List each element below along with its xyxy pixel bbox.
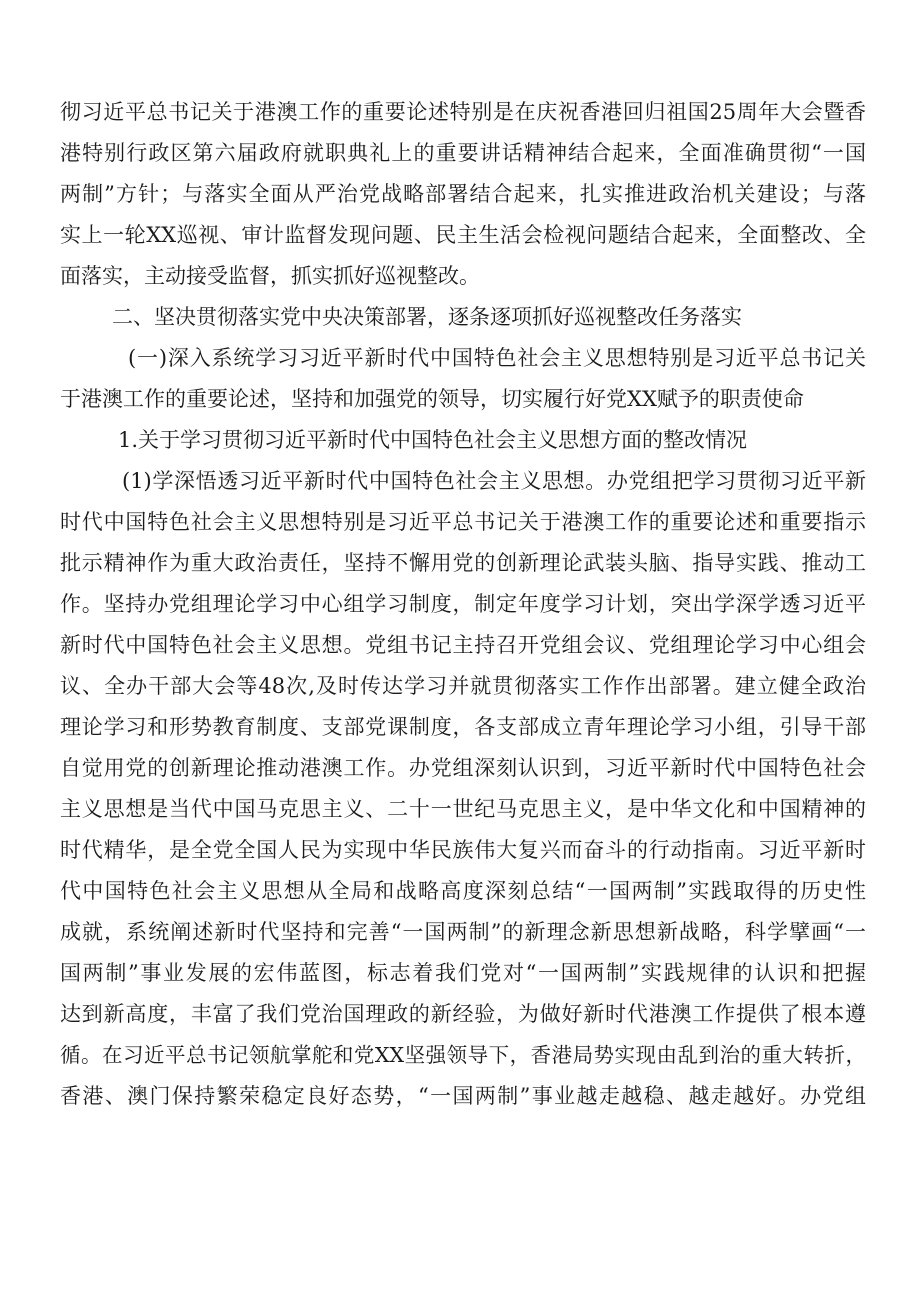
paragraph-line: 达到新高度，丰富了我们党治国理政的新经验，为做好新时代港澳工作提供了根本遵 bbox=[60, 1002, 866, 1026]
paragraph-line: 批示精神作为重大政治责任，坚持不懈用党的创新理论武装头脑、指导实践、推动工 bbox=[60, 551, 866, 575]
section-heading: 二、坚决贯彻落实党中央决策部署，逐条逐项抓好巡视整改任务落实 bbox=[112, 305, 742, 329]
paragraph-line: 新时代中国特色社会主义思想。党组书记主持召开党组会议、党组理论学习中心组会 bbox=[60, 633, 866, 657]
paragraph-line: 循。在习近平总书记领航掌舵和党XX坚强领导下，香港局势实现由乱到治的重大转折， bbox=[60, 1043, 866, 1067]
paragraph-line: 彻习近平总书记关于港澳工作的重要论述特别是在庆祝香港回归祖国25周年大会暨香 bbox=[60, 100, 866, 124]
paragraph-line: 面落实，主动接受监督，抓实抓好巡视整改。 bbox=[60, 264, 480, 288]
item-heading: 1.关于学习贯彻习近平新时代中国特色社会主义思想方面的整改情况 bbox=[118, 428, 748, 452]
paragraph-line: (1)学深悟透习近平新时代中国特色社会主义思想。办党组把学习贯彻习近平新 bbox=[122, 469, 866, 493]
paragraph-line: 议、全办干部大会等48次,及时传达学习并就贯彻落实工作作出部署。建立健全政治 bbox=[60, 674, 866, 698]
paragraph-line: 主义思想是当代中国马克思主义、二十一世纪马克思主义，是中华文化和中国精神的 bbox=[60, 797, 866, 821]
paragraph-line: 代中国特色社会主义思想从全局和战略高度深刻总结“一国两制”实践取得的历史性 bbox=[60, 879, 866, 903]
paragraph-line: 香港、澳门保持繁荣稳定良好态势，“一国两制”事业越走越稳、越走越好。办党组 bbox=[60, 1084, 866, 1108]
paragraph-line: 理论学习和形势教育制度、支部党课制度，各支部成立青年理论学习小组，引导干部 bbox=[60, 715, 866, 739]
paragraph-line: 自觉用党的创新理论推动港澳工作。办党组深刻认识到，习近平新时代中国特色社会 bbox=[60, 756, 866, 780]
paragraph-line: 港特别行政区第六届政府就职典礼上的重要讲话精神结合起来，全面准确贯彻“一国 bbox=[60, 141, 866, 165]
paragraph-line: 时代精华，是全党全国人民为实现中华民族伟大复兴而奋斗的行动指南。习近平新时 bbox=[60, 838, 866, 862]
paragraph-line: 国两制”事业发展的宏伟蓝图，标志着我们党对“一国两制”实践规律的认识和把握 bbox=[60, 961, 866, 985]
paragraph-line: 两制”方针；与落实全面从严治党战略部署结合起来，扎实推进政治机关建设；与落 bbox=[60, 182, 866, 206]
subsection-heading: 于港澳工作的重要论述，坚持和加强党的领导，切实履行好党XX赋予的职责使命 bbox=[60, 387, 804, 411]
paragraph-line: 成就，系统阐述新时代坚持和完善“一国两制”的新理念新思想新战略，科学擘画“一 bbox=[60, 920, 866, 944]
paragraph-line: 实上一轮XX巡视、审计监督发现问题、民主生活会检视问题结合起来，全面整改、全 bbox=[60, 223, 866, 247]
paragraph-line: 时代中国特色社会主义思想特别是习近平总书记关于港澳工作的重要论述和重要指示 bbox=[60, 510, 866, 534]
subsection-heading: (一)深入系统学习习近平新时代中国特色社会主义思想特别是习近平总书记关 bbox=[128, 346, 866, 370]
paragraph-line: 作。坚持办党组理论学习中心组学习制度，制定年度学习计划，突出学深学透习近平 bbox=[60, 592, 866, 616]
